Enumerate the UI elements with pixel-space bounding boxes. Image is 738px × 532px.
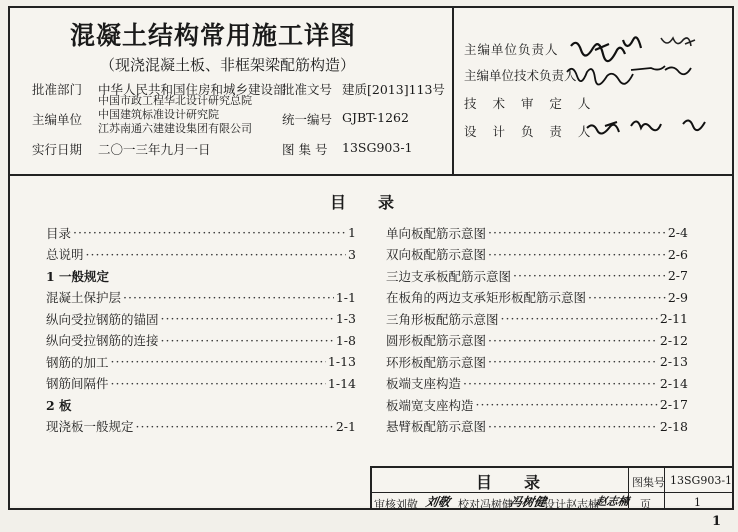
toc-entry[interactable] — [46, 287, 356, 309]
toc-entry-label: 三边支承板配筋示意图 — [386, 268, 512, 284]
toc-entry-label: 悬臂板配筋示意图 — [386, 419, 487, 435]
toc-section-label: 2 板 — [46, 397, 72, 413]
editor-unit: 中国市政工程华北设计研究总院 — [98, 94, 252, 107]
leader-dots — [488, 354, 658, 369]
toc-section-heading — [46, 265, 356, 287]
design-label: 设计 — [544, 498, 566, 511]
toc-entry-page: 1-1 — [335, 289, 356, 305]
toc-entry-page: 2-14 — [659, 375, 688, 391]
toc-left-column — [46, 222, 356, 437]
sheet-page-number: 1 — [712, 514, 722, 529]
role-label: 主编单位技术负责人 — [464, 68, 577, 83]
toc-entry-label: 现浇板一般规定 — [46, 419, 134, 435]
leader-dots — [588, 290, 666, 305]
toc-entry-label: 双向板配筋示意图 — [386, 247, 487, 263]
impl-date-label: 实行日期 — [32, 142, 83, 157]
toc-entry[interactable] — [386, 373, 688, 395]
impl-date: 二〇一三年九月一日 — [98, 142, 211, 157]
editor-units — [98, 94, 252, 136]
leader-dots — [501, 311, 658, 326]
page-label: 页 — [640, 498, 651, 511]
signature-image — [565, 30, 725, 150]
title-block-mid-rule — [370, 492, 734, 493]
toc-entry-page: 1-13 — [327, 354, 356, 370]
toc-title: 目 录 — [330, 193, 395, 212]
check-name: 冯树健 — [480, 498, 513, 511]
leader-dots — [86, 247, 347, 262]
toc-entry-label: 钢筋的加工 — [46, 354, 109, 370]
leader-dots — [161, 333, 334, 348]
toc-entry[interactable] — [386, 394, 688, 416]
toc-entry[interactable] — [46, 244, 356, 266]
toc-entry-page: 1-8 — [335, 332, 356, 348]
title-block-left-rule — [370, 466, 372, 510]
check-signature: 冯树健 — [508, 495, 548, 509]
atlas-title: 混凝土结构常用施工详图 — [70, 21, 357, 50]
toc-entry-page: 1-14 — [327, 375, 356, 391]
toc-entry[interactable] — [386, 308, 688, 330]
leader-dots — [136, 419, 334, 434]
page-no: 1 — [694, 496, 701, 509]
toc-entry-page: 2-18 — [659, 418, 688, 434]
toc-section-heading — [46, 394, 356, 416]
toc-entry-page: 2-1 — [335, 418, 356, 434]
toc-entry-page: 2-11 — [659, 311, 688, 327]
design-signature: 赵志楠 — [594, 495, 631, 508]
toc-entry-page: 2-6 — [667, 246, 688, 262]
toc-entry[interactable] — [46, 330, 356, 352]
atlas-no-label: 图 集 号 — [282, 142, 328, 157]
toc-entry[interactable] — [46, 351, 356, 373]
editor-label: 主编单位 — [32, 112, 83, 127]
leader-dots — [73, 225, 346, 240]
toc-entry[interactable] — [46, 308, 356, 330]
leader-dots — [161, 311, 334, 326]
toc-entry[interactable] — [46, 222, 356, 244]
toc-entry-label: 圆形板配筋示意图 — [386, 333, 487, 349]
toc-entry[interactable] — [386, 416, 688, 438]
atlas-subtitle: （现浇混凝土板、非框架梁配筋构造） — [100, 56, 356, 74]
toc-entry-page: 2-9 — [667, 289, 688, 305]
toc-entry-label: 环形板配筋示意图 — [386, 354, 487, 370]
toc-entry-page: 2-12 — [659, 332, 688, 348]
review-signature: 刘敬 — [424, 495, 452, 509]
atlas-no: 13SG903-1 — [342, 140, 413, 155]
title-block-title: 目 录 — [476, 473, 541, 492]
header-divider — [452, 6, 454, 176]
toc-entry-page: 1 — [348, 225, 356, 241]
toc-entry[interactable] — [46, 373, 356, 395]
toc-entry-label: 纵向受拉钢筋的连接 — [46, 333, 159, 349]
leader-dots — [111, 354, 326, 369]
toc-entry-label: 纵向受拉钢筋的锚固 — [46, 311, 159, 327]
toc-entry-label: 总说明 — [46, 247, 84, 263]
toc-entry[interactable] — [386, 222, 688, 244]
toc-entry-page: 2-7 — [667, 268, 688, 284]
leader-dots — [111, 376, 326, 391]
title-block-top-rule — [370, 466, 734, 468]
design-name: 赵志楠 — [566, 498, 599, 511]
toc-entry-label: 板端宽支座构造 — [386, 397, 474, 413]
role-label: 设 计 负 责 人 — [464, 124, 597, 139]
leader-dots — [513, 268, 666, 283]
toc-entry-label: 钢筋间隔件 — [46, 376, 109, 392]
leader-dots — [488, 333, 658, 348]
toc-entry-page: 2-13 — [659, 354, 688, 370]
leader-dots — [488, 419, 658, 434]
check-label: 校对 — [458, 498, 480, 511]
leader-dots — [463, 376, 658, 391]
unified-no-label: 统一编号 — [282, 112, 333, 127]
leader-dots — [123, 290, 334, 305]
toc-entry-label: 在板角的两边支承矩形板配筋示意图 — [386, 290, 587, 306]
leader-dots — [488, 225, 666, 240]
toc-entry-page: 2-4 — [667, 225, 688, 241]
toc-entry[interactable] — [386, 287, 688, 309]
approval-doc: 建质[2013]113号 — [342, 82, 445, 97]
toc-entry-label: 三角形板配筋示意图 — [386, 311, 499, 327]
leader-dots — [488, 247, 666, 262]
toc-entry-page: 1-3 — [335, 311, 356, 327]
toc-right-column — [386, 222, 688, 437]
title-block-atlas-label: 图集号 — [632, 476, 665, 489]
title-block-atlas-no: 13SG903-1 — [670, 474, 733, 487]
role-label: 技 术 审 定 人 — [464, 96, 597, 111]
editor-unit: 江苏南通六建建设集团有限公司 — [98, 122, 252, 135]
approval-dept: 中华人民共和国住房和城乡建设部 — [98, 82, 286, 97]
toc-entry-label: 目录 — [46, 225, 72, 241]
toc-entry[interactable] — [386, 351, 688, 373]
toc-entry[interactable] — [386, 265, 688, 287]
toc-entry[interactable] — [46, 416, 356, 438]
review-name: 刘敬 — [396, 498, 418, 511]
toc-section-label: 1 一般规定 — [46, 268, 110, 284]
review-label: 审核 — [374, 498, 396, 511]
header-bottom-rule — [8, 174, 734, 176]
editor-unit: 中国建筑标准设计研究院 — [98, 108, 219, 121]
toc-entry[interactable] — [386, 244, 688, 266]
toc-entry-page: 3 — [348, 246, 356, 262]
approval-doc-label: 批准文号 — [282, 82, 333, 97]
approval-dept-label: 批准部门 — [32, 82, 83, 97]
toc-entry-label: 单向板配筋示意图 — [386, 225, 487, 241]
leader-dots — [476, 397, 658, 412]
toc-entry[interactable] — [386, 330, 688, 352]
toc-entry-label: 混凝土保护层 — [46, 290, 122, 306]
role-label: 主编单位负责人 — [464, 42, 559, 57]
toc-entry-page: 2-17 — [659, 397, 688, 413]
unified-no: GJBT-1262 — [342, 110, 409, 125]
toc-entry-label: 板端支座构造 — [386, 376, 462, 392]
